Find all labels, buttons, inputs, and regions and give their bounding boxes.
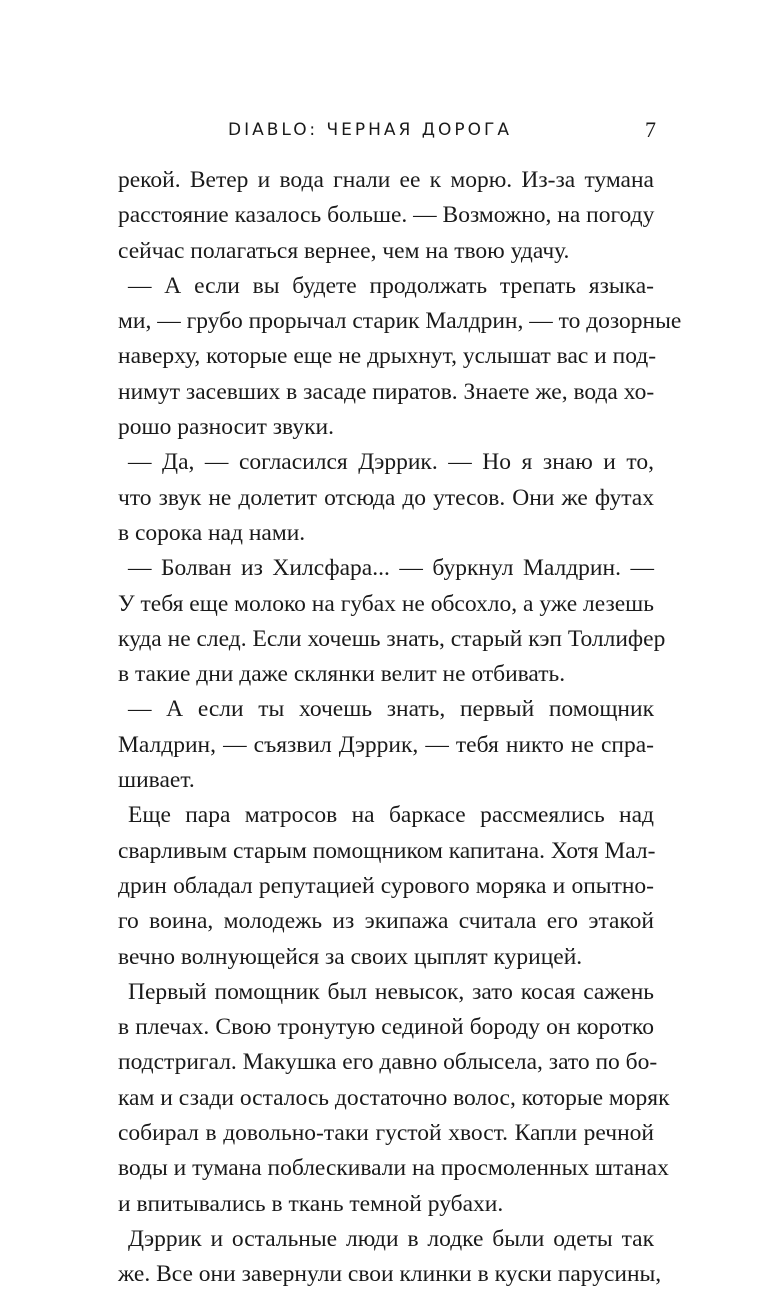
text-line: — Да, — согласился Дэррик. — Но я знаю и то, xyxy=(128,449,654,476)
text-line: Малдрин, — съязвил Дэррик, — тебя никто не спра- xyxy=(118,731,654,758)
text-line: — А если ты хочешь знать, первый помощник xyxy=(128,696,654,723)
running-title: DIABLO: ЧЕРНАЯ ДОРОГА xyxy=(228,120,513,140)
text-line: нимут засевших в засаде пиратов. Знаете же, вода хо- xyxy=(118,378,655,405)
text-line: расстояние казалось больше. — Возможно, на погоду xyxy=(118,202,655,229)
running-header xyxy=(118,118,656,142)
text-line: сейчас полагаться вернее, чем на твою удачу. xyxy=(118,237,570,264)
text-line: воды и тумана поблескивали на просмоленных штанах xyxy=(118,1155,669,1182)
text-line: куда не след. Если хочешь знать, старый кэп Толлифер xyxy=(118,625,666,652)
text-line: подстригал. Макушка его давно облысела, зато по бо- xyxy=(118,1049,658,1076)
text-line: У тебя еще молоко на губах не обсохло, а уже лезешь xyxy=(118,590,654,617)
text-line: в такие дни даже склянки велит не отбивать. xyxy=(118,661,566,688)
text-line: шивает. xyxy=(118,767,195,794)
text-line: ми, — грубо прорычал старик Малдрин, — то дозорные xyxy=(118,308,682,335)
text-line: вечно волнующейся за своих цыплят курицей. xyxy=(118,943,583,970)
page-number: 7 xyxy=(645,117,656,142)
text-line: в плечах. Свою тронутую сединой бороду он коротко xyxy=(118,1014,654,1041)
text-line: наверху, которые еще не дрыхнут, услышат вас и под- xyxy=(118,343,657,370)
text-line: что звук не долетит отсюда до утесов. Они же футах xyxy=(118,484,654,511)
text-line: дрин обладал репутацией сурового моряка и опытно- xyxy=(118,872,654,899)
text-line: — Болван из Хилсфара... — буркнул Малдрин. — xyxy=(128,555,654,582)
text-line: собирал в довольно-таки густой хвост. Капли речной xyxy=(118,1120,654,1147)
text-line: Дэррик и остальные люди в лодке были одеты так xyxy=(128,1225,654,1252)
text-line: Первый помощник был невысок, зато косая сажень xyxy=(128,978,654,1005)
text-line: кам и сзади осталось достаточно волос, которые моряк xyxy=(118,1084,670,1111)
text-line: рекой. Ветер и вода гнали ее к морю. Из-за тумана xyxy=(118,167,654,193)
text-line: го воина, молодежь из экипажа считала его этакой xyxy=(118,908,654,935)
text-line: же. Все они завернули свои клинки в куски парусины, xyxy=(118,1261,662,1288)
text-line: в сорока над нами. xyxy=(118,519,306,546)
text-line: Еще пара матросов на баркасе рассмеялись над xyxy=(128,802,654,829)
text-line: и впитывались в ткань темной рубахи. xyxy=(118,1190,504,1217)
body-text xyxy=(118,163,682,1293)
text-line: — А если вы будете продолжать трепать языка- xyxy=(128,272,654,299)
text-line: сварливым старым помощником капитана. Хотя Мал- xyxy=(118,837,656,864)
text-line: рошо разносит звуки. xyxy=(118,414,334,441)
